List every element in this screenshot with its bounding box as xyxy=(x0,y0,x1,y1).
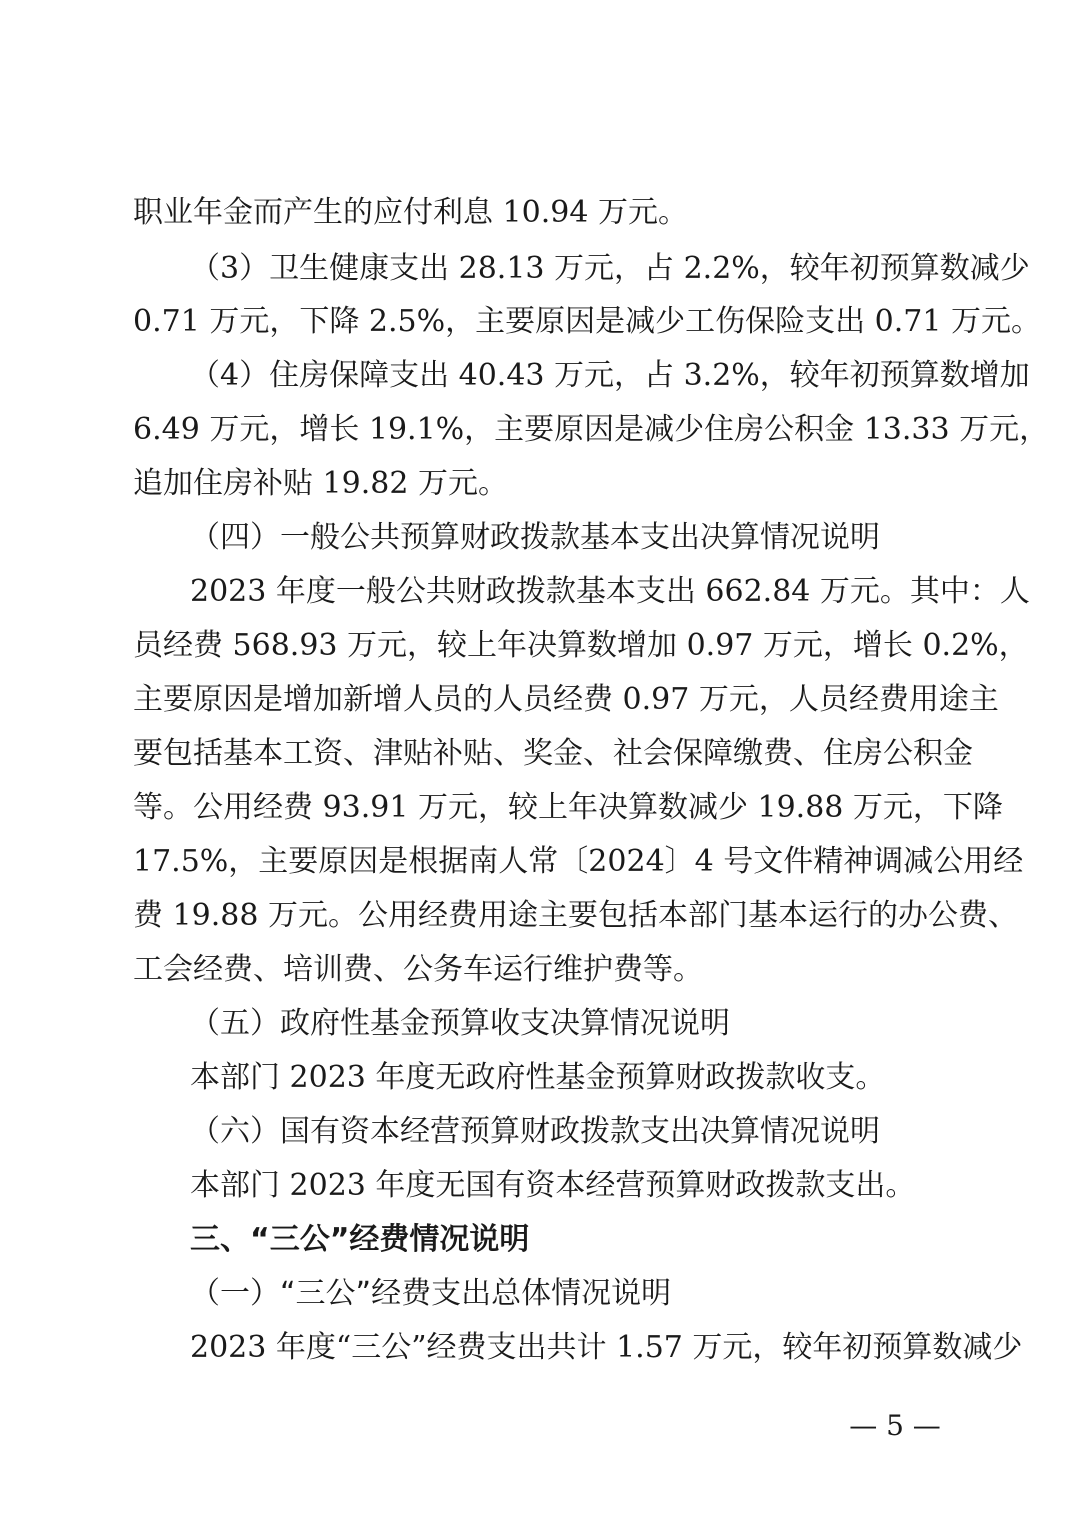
page-number: — 5 — xyxy=(849,1409,941,1442)
body-text-line: 0.71 万元，下降 2.5%，主要原因是减少工伤保险支出 0.71 万元。 xyxy=(133,304,1041,339)
body-text-line: 2023 年度一般公共财政拨款基本支出 662.84 万元。其中：人 xyxy=(190,574,1030,609)
body-text-line: 工会经费、培训费、公务车运行维护费等。 xyxy=(133,952,703,987)
body-text-line: 主要原因是增加新增人员的人员经费 0.97 万元，人员经费用途主 xyxy=(133,682,999,717)
body-text-line: 员经费 568.93 万元，较上年决算数增加 0.97 万元，增长 0.2%， xyxy=(133,628,1029,663)
body-text-line: 2023 年度“三公”经费支出共计 1.57 万元，较年初预算数减少 xyxy=(190,1330,1023,1365)
body-text-line: （3）卫生健康支出 28.13 万元，占 2.2%，较年初预算数减少 xyxy=(190,251,1030,286)
body-text-line: 费 19.88 万元。公用经费用途主要包括本部门基本运行的办公费、 xyxy=(133,898,1018,933)
section-subheading: （四）一般公共预算财政拨款基本支出决算情况说明 xyxy=(190,520,880,555)
body-text-line: 要包括基本工资、津贴补贴、奖金、社会保障缴费、住房公积金 xyxy=(133,736,973,771)
section-subheading: （一）“三公”经费支出总体情况说明 xyxy=(190,1276,672,1311)
body-text-line: 6.49 万元，增长 19.1%，主要原因是减少住房公积金 13.33 万元， xyxy=(133,412,1050,447)
section-subheading: （六）国有资本经营预算财政拨款支出决算情况说明 xyxy=(190,1114,880,1149)
body-text-line: 本部门 2023 年度无国有资本经营预算财政拨款支出。 xyxy=(190,1168,916,1203)
body-text-line: 职业年金而产生的应付利息 10.94 万元。 xyxy=(133,195,688,230)
section-heading: 三、“三公”经费情况说明 xyxy=(190,1222,530,1257)
body-text-line: 追加住房补贴 19.82 万元。 xyxy=(133,466,508,501)
body-text-line: 本部门 2023 年度无政府性基金预算财政拨款收支。 xyxy=(190,1060,886,1095)
body-text-line: 17.5%，主要原因是根据南人常〔2024〕4 号文件精神调减公用经 xyxy=(133,844,1024,879)
section-subheading: （五）政府性基金预算收支决算情况说明 xyxy=(190,1006,730,1041)
body-text-line: 等。公用经费 93.91 万元，较上年决算数减少 19.88 万元，下降 xyxy=(133,790,1003,825)
body-text-line: （4）住房保障支出 40.43 万元，占 3.2%，较年初预算数增加 xyxy=(190,358,1030,393)
